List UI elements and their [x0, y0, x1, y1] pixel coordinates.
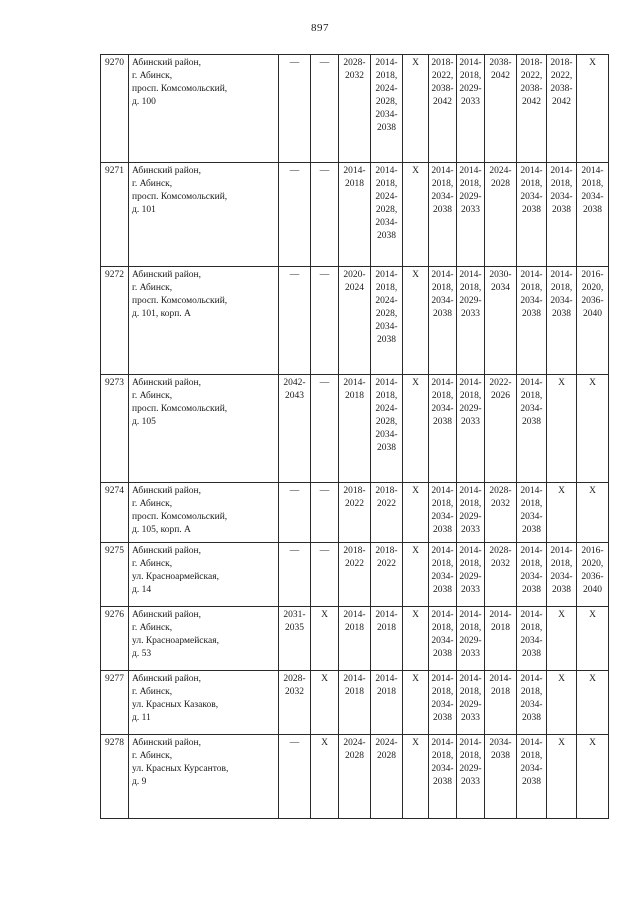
period-cell [577, 267, 609, 375]
period-value: 2034- 2038 [489, 738, 512, 761]
period-cell [371, 543, 403, 607]
period-value: — [319, 270, 330, 280]
period-cell [403, 607, 429, 671]
period-value: 2014- 2018, 2034- 2038 [581, 166, 604, 215]
period-value: — [289, 270, 300, 280]
period-value: X [558, 378, 565, 388]
period-cell [517, 375, 547, 483]
period-value: 2028- 2032 [283, 674, 306, 697]
address-text: Абинский район, г. Абинск, ул. Красных Казаков, д. 11 [132, 674, 219, 723]
period-value: — [289, 58, 300, 68]
address-text: Абинский район, г. Абинск, ул. Красноармейская, д. 53 [132, 610, 219, 659]
address-cell [129, 163, 279, 267]
row-number: 9273 [101, 375, 129, 483]
period-cell [339, 483, 371, 543]
period-cell [547, 163, 577, 267]
period-cell [457, 735, 485, 819]
period-cell [485, 671, 517, 735]
period-value: X [412, 674, 419, 684]
period-cell [485, 483, 517, 543]
period-cell [547, 607, 577, 671]
period-cell [547, 735, 577, 819]
period-cell [339, 607, 371, 671]
period-value: 2014- 2018, 2024- 2028, 2034- 2038 [375, 58, 398, 133]
period-cell [339, 267, 371, 375]
address-text: Абинский район, г. Абинск, просп. Комсомольский, д. 105 [132, 378, 228, 427]
period-value: X [558, 674, 565, 684]
row-number: 9274 [101, 483, 129, 543]
period-value: 2014- 2018, 2029- 2033 [459, 270, 482, 319]
period-cell [429, 607, 457, 671]
period-cell [311, 163, 339, 267]
period-value: X [589, 674, 596, 684]
period-cell [429, 543, 457, 607]
period-cell [279, 543, 311, 607]
period-cell [339, 55, 371, 163]
period-cell [485, 163, 517, 267]
period-value: 2014- 2018, 2034- 2038 [431, 166, 454, 215]
period-value: 2024- 2028 [375, 738, 398, 761]
period-value: X [589, 58, 596, 68]
period-value: 2014- 2018 [343, 610, 366, 633]
period-value: 2014- 2018 [343, 674, 366, 697]
period-value: 2014- 2018, 2034- 2038 [431, 486, 454, 535]
period-value: 2014- 2018, 2034- 2038 [431, 610, 454, 659]
period-cell [485, 735, 517, 819]
period-value: 2018- 2022, 2038- 2042 [550, 58, 573, 107]
period-value: 2014- 2018, 2034- 2038 [550, 546, 573, 595]
period-value: 2018- 2022 [343, 546, 366, 569]
period-value: 2018- 2022, 2038- 2042 [520, 58, 543, 107]
period-cell [457, 267, 485, 375]
row-number: 9277 [101, 671, 129, 735]
period-cell [371, 483, 403, 543]
period-value: 2028- 2032 [489, 546, 512, 569]
period-cell [403, 543, 429, 607]
period-value: — [319, 58, 330, 68]
table-row [101, 483, 609, 543]
period-cell [547, 267, 577, 375]
period-cell [371, 267, 403, 375]
period-value: — [289, 166, 300, 176]
period-value: 2014- 2018, 2034- 2038 [520, 486, 543, 535]
period-value: 2018- 2022, 2038- 2042 [431, 58, 454, 107]
period-cell [311, 375, 339, 483]
row-number: 9278 [101, 735, 129, 819]
address-cell [129, 375, 279, 483]
period-cell [279, 55, 311, 163]
period-cell [577, 671, 609, 735]
period-cell [457, 55, 485, 163]
period-cell [371, 163, 403, 267]
period-value: X [558, 610, 565, 620]
period-value: X [412, 546, 419, 556]
address-cell [129, 267, 279, 375]
period-value: 2028- 2032 [343, 58, 366, 81]
table-body [101, 55, 609, 819]
period-value: 2014- 2018, 2029- 2033 [459, 378, 482, 427]
table-row [101, 375, 609, 483]
period-cell [517, 267, 547, 375]
address-cell [129, 483, 279, 543]
period-cell [485, 543, 517, 607]
period-cell [339, 543, 371, 607]
period-value: 2014- 2018, 2024- 2028, 2034- 2038 [375, 270, 398, 345]
period-value: 2031- 2035 [283, 610, 306, 633]
period-value: 2014- 2018, 2024- 2028, 2034- 2038 [375, 378, 398, 453]
row-number: 9275 [101, 543, 129, 607]
period-value: 2014- 2018, 2034- 2038 [520, 674, 543, 723]
row-number: 9271 [101, 163, 129, 267]
period-value: X [589, 378, 596, 388]
period-value: 2014- 2018 [489, 610, 512, 633]
period-cell [577, 375, 609, 483]
period-cell [339, 375, 371, 483]
period-cell [279, 483, 311, 543]
period-cell [457, 671, 485, 735]
period-value: — [289, 546, 300, 556]
period-cell [403, 735, 429, 819]
period-value: 2024- 2028 [489, 166, 512, 189]
period-cell [577, 735, 609, 819]
period-cell [403, 55, 429, 163]
period-value: — [319, 378, 330, 388]
period-value: 2014- 2018, 2034- 2038 [431, 270, 454, 319]
period-value: 2014- 2018, 2034- 2038 [520, 546, 543, 595]
period-value: 2014- 2018 [375, 610, 398, 633]
period-value: 2014- 2018, 2034- 2038 [550, 270, 573, 319]
period-cell [371, 55, 403, 163]
period-value: — [289, 486, 300, 496]
period-cell [403, 483, 429, 543]
period-cell [517, 163, 547, 267]
period-cell [547, 375, 577, 483]
period-value: X [412, 58, 419, 68]
period-value: 2022- 2026 [489, 378, 512, 401]
period-cell [403, 163, 429, 267]
table-row [101, 267, 609, 375]
period-value: 2014- 2018, 2034- 2038 [431, 378, 454, 427]
period-cell [485, 607, 517, 671]
period-cell [339, 671, 371, 735]
address-cell [129, 671, 279, 735]
period-cell [517, 671, 547, 735]
period-cell [485, 375, 517, 483]
period-cell [577, 55, 609, 163]
period-value: X [412, 738, 419, 748]
period-value: 2018- 2022 [343, 486, 366, 509]
period-cell [403, 267, 429, 375]
period-value: 2014- 2018, 2034- 2038 [520, 738, 543, 787]
period-value: 2014- 2018 [343, 166, 366, 189]
table-row [101, 607, 609, 671]
period-cell [429, 163, 457, 267]
period-cell [279, 267, 311, 375]
period-cell [403, 375, 429, 483]
period-value: X [412, 486, 419, 496]
period-value: 2014- 2018, 2034- 2038 [431, 674, 454, 723]
period-cell [311, 267, 339, 375]
period-cell [279, 607, 311, 671]
row-number: 9270 [101, 55, 129, 163]
period-cell [547, 483, 577, 543]
period-value: — [319, 546, 330, 556]
period-value: 2014- 2018, 2029- 2033 [459, 738, 482, 787]
period-value: 2014- 2018, 2034- 2038 [431, 546, 454, 595]
address-cell [129, 607, 279, 671]
period-value: 2014- 2018, 2029- 2033 [459, 486, 482, 535]
period-cell [457, 543, 485, 607]
period-cell [577, 607, 609, 671]
period-value: X [589, 738, 596, 748]
period-value: 2016- 2020, 2036- 2040 [581, 270, 604, 319]
address-text: Абинский район, г. Абинск, ул. Красных Курсантов, д. 9 [132, 738, 229, 787]
table-row [101, 735, 609, 819]
period-cell [279, 671, 311, 735]
address-text: Абинский район, г. Абинск, просп. Комсомольский, д. 101, корп. А [132, 270, 228, 319]
address-cell [129, 735, 279, 819]
period-value: 2014- 2018, 2029- 2033 [459, 546, 482, 595]
period-cell [429, 671, 457, 735]
period-value: 2014- 2018, 2034- 2038 [520, 270, 543, 319]
period-cell [279, 375, 311, 483]
period-cell [311, 671, 339, 735]
period-value: 2028- 2032 [489, 486, 512, 509]
period-cell [517, 607, 547, 671]
period-value: 2014- 2018, 2029- 2033 [459, 58, 482, 107]
address-text: Абинский район, г. Абинск, просп. Комсомольский, д. 101 [132, 166, 228, 215]
period-value: — [319, 166, 330, 176]
period-cell [577, 543, 609, 607]
table-row [101, 163, 609, 267]
period-cell [279, 163, 311, 267]
address-cell [129, 543, 279, 607]
table-row [101, 543, 609, 607]
period-cell [485, 55, 517, 163]
period-value: 2042- 2043 [283, 378, 306, 401]
schedule-table [100, 54, 609, 819]
period-cell [403, 671, 429, 735]
period-value: X [412, 270, 419, 280]
period-cell [371, 671, 403, 735]
period-cell [457, 163, 485, 267]
period-value: 2020- 2024 [343, 270, 366, 293]
period-value: 2014- 2018, 2034- 2038 [520, 610, 543, 659]
table-row [101, 671, 609, 735]
period-value: X [321, 738, 328, 748]
period-value: 2014- 2018, 2034- 2038 [550, 166, 573, 215]
period-cell [429, 267, 457, 375]
period-value: 2014- 2018, 2034- 2038 [431, 738, 454, 787]
period-cell [311, 607, 339, 671]
address-text: Абинский район, г. Абинск, просп. Комсомольский, д. 105, корп. А [132, 486, 228, 535]
period-value: 2024- 2028 [343, 738, 366, 761]
period-cell [311, 735, 339, 819]
row-number: 9276 [101, 607, 129, 671]
period-value: X [589, 486, 596, 496]
period-cell [457, 483, 485, 543]
period-cell [429, 483, 457, 543]
period-cell [311, 55, 339, 163]
period-cell [457, 375, 485, 483]
period-value: X [589, 610, 596, 620]
period-cell [371, 375, 403, 483]
period-value: X [412, 610, 419, 620]
period-value: 2038- 2042 [489, 58, 512, 81]
period-cell [339, 735, 371, 819]
address-text: Абинский район, г. Абинск, ул. Красноармейская, д. 14 [132, 546, 219, 595]
period-value: 2014- 2018, 2034- 2038 [520, 378, 543, 427]
period-value: 2014- 2018 [375, 674, 398, 697]
period-cell [457, 607, 485, 671]
period-value: X [558, 486, 565, 496]
period-value: — [319, 486, 330, 496]
period-value: 2018- 2022 [375, 546, 398, 569]
period-cell [311, 483, 339, 543]
period-value: 2016- 2020, 2036- 2040 [581, 546, 604, 595]
period-value: 2014- 2018, 2034- 2038 [520, 166, 543, 215]
period-cell [485, 267, 517, 375]
period-cell [517, 55, 547, 163]
period-value: X [412, 166, 419, 176]
period-value: 2014- 2018, 2029- 2033 [459, 610, 482, 659]
address-cell [129, 55, 279, 163]
period-value: 2018- 2022 [375, 486, 398, 509]
period-cell [577, 163, 609, 267]
period-cell [547, 55, 577, 163]
period-cell [429, 735, 457, 819]
period-value: 2014- 2018 [343, 378, 366, 401]
period-cell [577, 483, 609, 543]
period-cell [547, 671, 577, 735]
period-value: X [321, 674, 328, 684]
period-value: X [412, 378, 419, 388]
period-cell [517, 543, 547, 607]
period-value: 2014- 2018, 2029- 2033 [459, 166, 482, 215]
period-value: 2014- 2018, 2024- 2028, 2034- 2038 [375, 166, 398, 241]
period-cell [547, 543, 577, 607]
period-cell [429, 55, 457, 163]
period-value: X [558, 738, 565, 748]
period-cell [371, 607, 403, 671]
period-value: 2030- 2034 [489, 270, 512, 293]
period-cell [311, 543, 339, 607]
period-cell [371, 735, 403, 819]
address-text: Абинский район, г. Абинск, просп. Комсомольский, д. 100 [132, 58, 228, 107]
period-cell [429, 375, 457, 483]
period-cell [517, 735, 547, 819]
period-value: — [289, 738, 300, 748]
period-value: X [321, 610, 328, 620]
period-value: 2014- 2018 [489, 674, 512, 697]
period-cell [279, 735, 311, 819]
table-row [101, 55, 609, 163]
page-number: 897 [311, 22, 329, 34]
period-value: 2014- 2018, 2029- 2033 [459, 674, 482, 723]
period-cell [339, 163, 371, 267]
period-cell [517, 483, 547, 543]
row-number: 9272 [101, 267, 129, 375]
